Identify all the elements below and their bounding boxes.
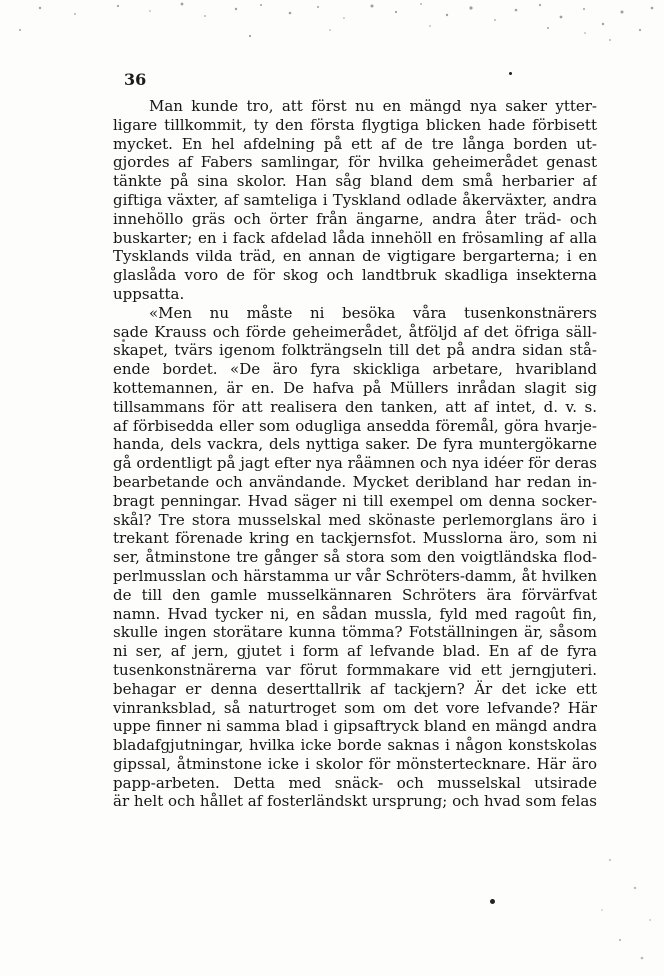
text-line: ser, åtminstone tre gånger så stora som den voigtländska flod- bbox=[113, 548, 597, 567]
text-line: «Men nu måste ni besöka våra tusenkonstnärers bbox=[149, 303, 597, 322]
ink-dot bbox=[490, 899, 495, 904]
text-line: gjordes af Fabers samlingar, för hvilka geheimerådet genast bbox=[113, 153, 597, 172]
text-line: bladafgjutningar, hvilka icke borde saknas i någon konstskolas bbox=[113, 736, 597, 755]
text-line: uppsatta. bbox=[113, 284, 185, 303]
text-line: bragt penningar. Hvad säger ni till exempel om denna socker- bbox=[113, 491, 597, 510]
paper-speckle-top bbox=[0, 0, 664, 60]
text-line: trekant förenade kring en tackjernsfot. Musslorna äro, som ni bbox=[113, 529, 597, 548]
text-line: sade Krauss och förde geheimerådet, åtföljd af det öfriga säll- bbox=[113, 322, 597, 341]
text-line: mycket. En hel afdelning på ett af de tre långa borden ut- bbox=[113, 134, 597, 153]
text-line: behagar er denna deserttallrik af tackjern? Är det icke ett bbox=[113, 679, 597, 698]
text-line: perlmusslan och härstamma ur vår Schröters-damm, åt hvilken bbox=[113, 566, 597, 585]
text-line: innehöllo gräs och örter från ängarne, andra åter träd- och bbox=[113, 209, 597, 228]
text-line: ligare tillkommit, ty den första flygtiga blicken hade förbisett bbox=[113, 115, 597, 134]
page-number: 36 bbox=[124, 70, 147, 89]
text-line: uppe finner ni samma blad i gipsaftryck bland en mängd andra bbox=[113, 717, 597, 736]
text-line: tusenkonstnärerna var förut formmakare vid ett jerngjuteri. bbox=[113, 660, 597, 679]
text-line: skulle ingen storätare kunna tömma? Fotställningen är, såsom bbox=[113, 623, 597, 642]
text-line: bearbetande och användande. Mycket deribland har redan in- bbox=[113, 472, 597, 491]
text-line: glaslåda voro de för skog och landtbruk skadliga insekterna bbox=[113, 266, 597, 285]
text-line: Man kunde tro, att först nu en mängd nya saker ytter- bbox=[149, 97, 597, 115]
text-line: Tysklands vilda träd, en annan de vigtigare bergarterna; i en bbox=[113, 247, 597, 266]
text-line: skapet, tvärs igenom folkträngseln till det på andra sidan stå- bbox=[113, 341, 597, 360]
text-line: är helt och hållet af fosterländskt ursprung; och hvad som felas bbox=[113, 792, 597, 811]
text-line: giftiga växter, af samteliga i Tyskland odlade åkerväxter, andra bbox=[113, 190, 597, 209]
text-line: de till den gamle musselkännaren Schröters ära förvärfvat bbox=[113, 585, 597, 604]
text-line: gipssal, åtminstone icke i skolor för mönstertecknare. Här äro bbox=[113, 754, 597, 773]
ink-dot bbox=[509, 72, 512, 75]
text-line: handa, dels vackra, dels nyttiga saker. De fyra muntergökarne bbox=[113, 435, 597, 454]
text-line: kottemannen, är en. De hafva på Müllers inrådan slagit sig bbox=[113, 378, 597, 397]
text-line: vinranksblad, så naturtroget som om det vore lefvande? Här bbox=[113, 698, 597, 717]
text-line: papp-arbeten. Detta med snäck- och musselskal utsirade bbox=[113, 773, 597, 792]
paper-speckle-corner bbox=[590, 840, 664, 976]
text-line: tänkte på sina skolor. Han såg bland dem små herbarier af bbox=[113, 172, 597, 191]
text-line: af förbisedda eller som odugliga ansedda föremål, göra hvarje- bbox=[113, 416, 597, 435]
text-line: tillsammans för att realisera den tanken, att af intet, d. v. s. bbox=[113, 397, 597, 416]
text-line: skål? Tre stora musselskal med skönaste perlemorglans äro i bbox=[113, 510, 597, 529]
text-line: buskarter; en i fack afdelad låda innehöll en frösamling af alla bbox=[113, 228, 597, 247]
text-line: gå ordentligt på jagt efter nya råämnen och nya idéer för deras bbox=[113, 454, 597, 473]
text-line: ni ser, af jern, gjutet i form af lefvande blad. En af de fyra bbox=[113, 642, 597, 661]
text-line: ende bordet. «De äro fyra skickliga arbetare, hvaribland bbox=[113, 360, 597, 379]
body-text bbox=[113, 97, 597, 811]
text-line: namn. Hvad tycker ni, en sådan mussla, fyld med ragoût fin, bbox=[113, 604, 597, 623]
